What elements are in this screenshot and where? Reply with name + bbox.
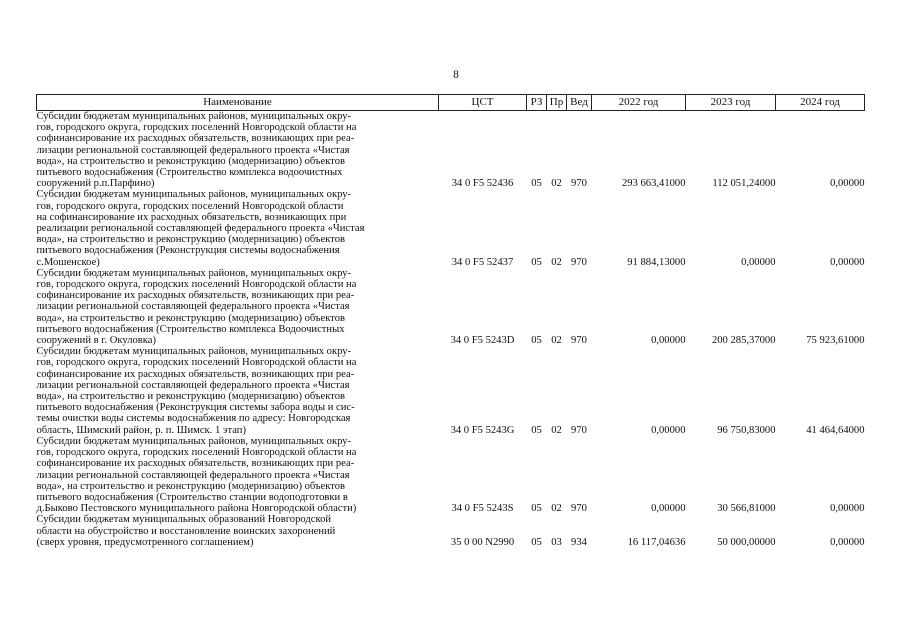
row-name-line: лизации региональной составляющей федерального проекта «Чистая [36, 301, 350, 313]
row-cst: 34 0 F5 52437 [451, 256, 514, 268]
table-row [37, 436, 865, 514]
row-2022: 0,00000 [651, 424, 686, 436]
row-2024: 0,00000 [830, 256, 865, 268]
row-2023: 96 750,83000 [717, 424, 776, 436]
page-number: 8 [453, 69, 459, 81]
row-2023: 50 000,00000 [717, 536, 776, 548]
table-row [37, 189, 865, 267]
row-cst: 34 0 F5 52436 [451, 178, 514, 190]
row-name-line: Субсидии бюджетам муниципальных районов, муниципальных окру- [36, 435, 352, 447]
row-ved: 934 [571, 536, 587, 548]
row-name-line: сооружений в г. Окуловка) [36, 335, 157, 347]
row-cst: 34 0 F5 5243G [450, 424, 515, 436]
row-name-line: гов, городского округа, городских поселений Новгородской области на [36, 357, 357, 369]
row-name-line: темы очистки воды системы водоснабжения по адресу: Новгородская [36, 413, 351, 425]
row-name-line: лизации региональной составляющей федерального проекта «Чистая [36, 144, 350, 156]
row-2022: 0,00000 [651, 503, 686, 515]
row-2022: 0,00000 [651, 335, 686, 347]
budget-table [36, 94, 865, 548]
row-name-line: реализации региональной составляющей федерального проекта «Чистая [36, 223, 365, 235]
row-2024: 0,00000 [830, 178, 865, 190]
row-rz: 05 [531, 178, 542, 190]
row-2023: 30 566,81000 [717, 503, 776, 515]
row-name-line: вода», на строительство и реконструкцию (модернизацию) объектов [36, 155, 346, 167]
row-name-line: лизации региональной составляющей федерального проекта «Чистая [36, 469, 350, 481]
row-name-line: на софинансирование их расходных обязательств, возникающих при [36, 211, 347, 223]
row-2024: 41 464,64000 [806, 424, 865, 436]
table-row [37, 111, 865, 190]
row-pr: 02 [551, 335, 562, 347]
row-2024: 75 923,61000 [806, 335, 865, 347]
row-name-line: вода», на строительство и реконструкцию (модернизацию) объектов [36, 234, 346, 246]
row-pr: 02 [551, 503, 562, 515]
row-pr: 02 [551, 178, 562, 190]
row-rz: 05 [531, 503, 542, 515]
row-2022: 16 117,04636 [627, 536, 686, 548]
row-pr: 03 [551, 536, 562, 548]
row-name-line: вода», на строительство и реконструкцию (модернизацию) объектов [36, 391, 346, 403]
row-name-line: с.Мошенское) [36, 256, 100, 268]
row-cst: 34 0 F5 5243D [450, 335, 515, 347]
table-row [37, 514, 865, 548]
row-name-line: софинансирование их расходных обязательств, возникающих при реа- [36, 133, 355, 145]
row-name-line: (сверх уровня, предусмотренного соглашением) [36, 536, 254, 548]
header-cst: ЦСТ [439, 95, 527, 111]
row-ved: 970 [571, 424, 587, 436]
header-2022: 2022 год [592, 95, 686, 111]
header-2024: 2024 год [776, 95, 865, 111]
row-name-line: сооружений р.п.Парфино) [36, 178, 155, 190]
row-name-line: софинансирование их расходных обязательств, возникающих при реа- [36, 290, 355, 302]
row-name-line: софинансирование их расходных обязательств, возникающих при реа- [36, 458, 355, 470]
row-name-line: питьевого водоснабжения (Реконструкция системы забора воды и сис- [36, 402, 355, 414]
row-2024: 0,00000 [830, 503, 865, 515]
row-name [37, 436, 439, 514]
row-pr: 02 [551, 424, 562, 436]
row-ved: 970 [571, 178, 587, 190]
row-ved: 970 [571, 335, 587, 347]
row-name-line: вода», на строительство и реконструкцию (модернизацию) объектов [36, 312, 346, 324]
row-name-line: питьевого водоснабжения (Строительство станции водоподготовки в [36, 491, 348, 503]
row-name-line: питьевого водоснабжения (Строительство комплекса Водоочистных [36, 323, 345, 335]
row-2023: 200 285,37000 [711, 335, 776, 347]
row-name-line: гов, городского округа, городских поселений Новгородской области на [36, 279, 357, 291]
header-pr: Пр [547, 95, 567, 111]
row-name-line: Субсидии бюджетам муниципальных районов, муниципальных окру- [36, 111, 352, 122]
row-name-line: питьевого водоснабжения (Строительство комплекса водоочистных [36, 167, 343, 179]
row-name-line: Субсидии бюджетам муниципальных районов, муниципальных окру- [36, 189, 352, 201]
row-name [37, 346, 439, 436]
row-cst: 34 0 F5 5243S [451, 503, 514, 515]
row-name-line: д.Быково Пестовского муниципального района Новгородской области) [36, 503, 357, 515]
row-name-line: области на обустройство и восстановление воинских захоронений [36, 525, 336, 537]
row-name-line: гов, городского округа, городских поселений Новгородской области [36, 200, 344, 212]
row-name-line: софинансирование их расходных обязательств, возникающих при реа- [36, 368, 355, 380]
row-name-line: Субсидии бюджетам муниципальных районов, муниципальных окру- [36, 267, 352, 279]
row-name-line: область, Шимский район, р. п. Шимск. 1 этап) [36, 424, 246, 436]
row-name [37, 268, 439, 346]
row-name-line: лизации региональной составляющей федерального проекта «Чистая [36, 379, 350, 391]
row-name-line: Субсидии бюджетам муниципальных районов, муниципальных окру- [36, 346, 352, 358]
row-rz: 05 [531, 256, 542, 268]
row-name-line: гов, городского округа, городских поселений Новгородской области на [36, 122, 357, 134]
row-name [37, 514, 439, 548]
header-name: Наименование [37, 95, 439, 111]
row-name [37, 189, 439, 267]
row-cst: 35 0 00 N2990 [450, 536, 515, 548]
row-name [37, 111, 439, 190]
table-body [37, 111, 865, 548]
row-ved: 970 [571, 503, 587, 515]
row-rz: 05 [531, 536, 542, 548]
table-row [37, 346, 865, 436]
row-name-line: вода», на строительство и реконструкцию (модернизацию) объектов [36, 480, 346, 492]
row-name-line: гов, городского округа, городских поселений Новгородской области на [36, 447, 357, 459]
row-2024: 0,00000 [830, 536, 865, 548]
row-2023: 0,00000 [741, 256, 776, 268]
row-name-line: Субсидии бюджетам муниципальных образований Новгородской [36, 514, 332, 526]
row-rz: 05 [531, 424, 542, 436]
row-2022: 91 884,13000 [627, 256, 686, 268]
row-2022: 293 663,41000 [621, 178, 686, 190]
table-header-row [37, 95, 865, 111]
header-ved: Вед [567, 95, 592, 111]
row-2023: 112 051,24000 [712, 178, 776, 190]
table-row [37, 268, 865, 346]
row-rz: 05 [531, 335, 542, 347]
row-name-line: питьевого водоснабжения (Реконструкция системы водоснабжения [36, 245, 340, 257]
header-2023: 2023 год [686, 95, 776, 111]
row-ved: 970 [571, 256, 587, 268]
header-rz: РЗ [527, 95, 547, 111]
row-pr: 02 [551, 256, 562, 268]
